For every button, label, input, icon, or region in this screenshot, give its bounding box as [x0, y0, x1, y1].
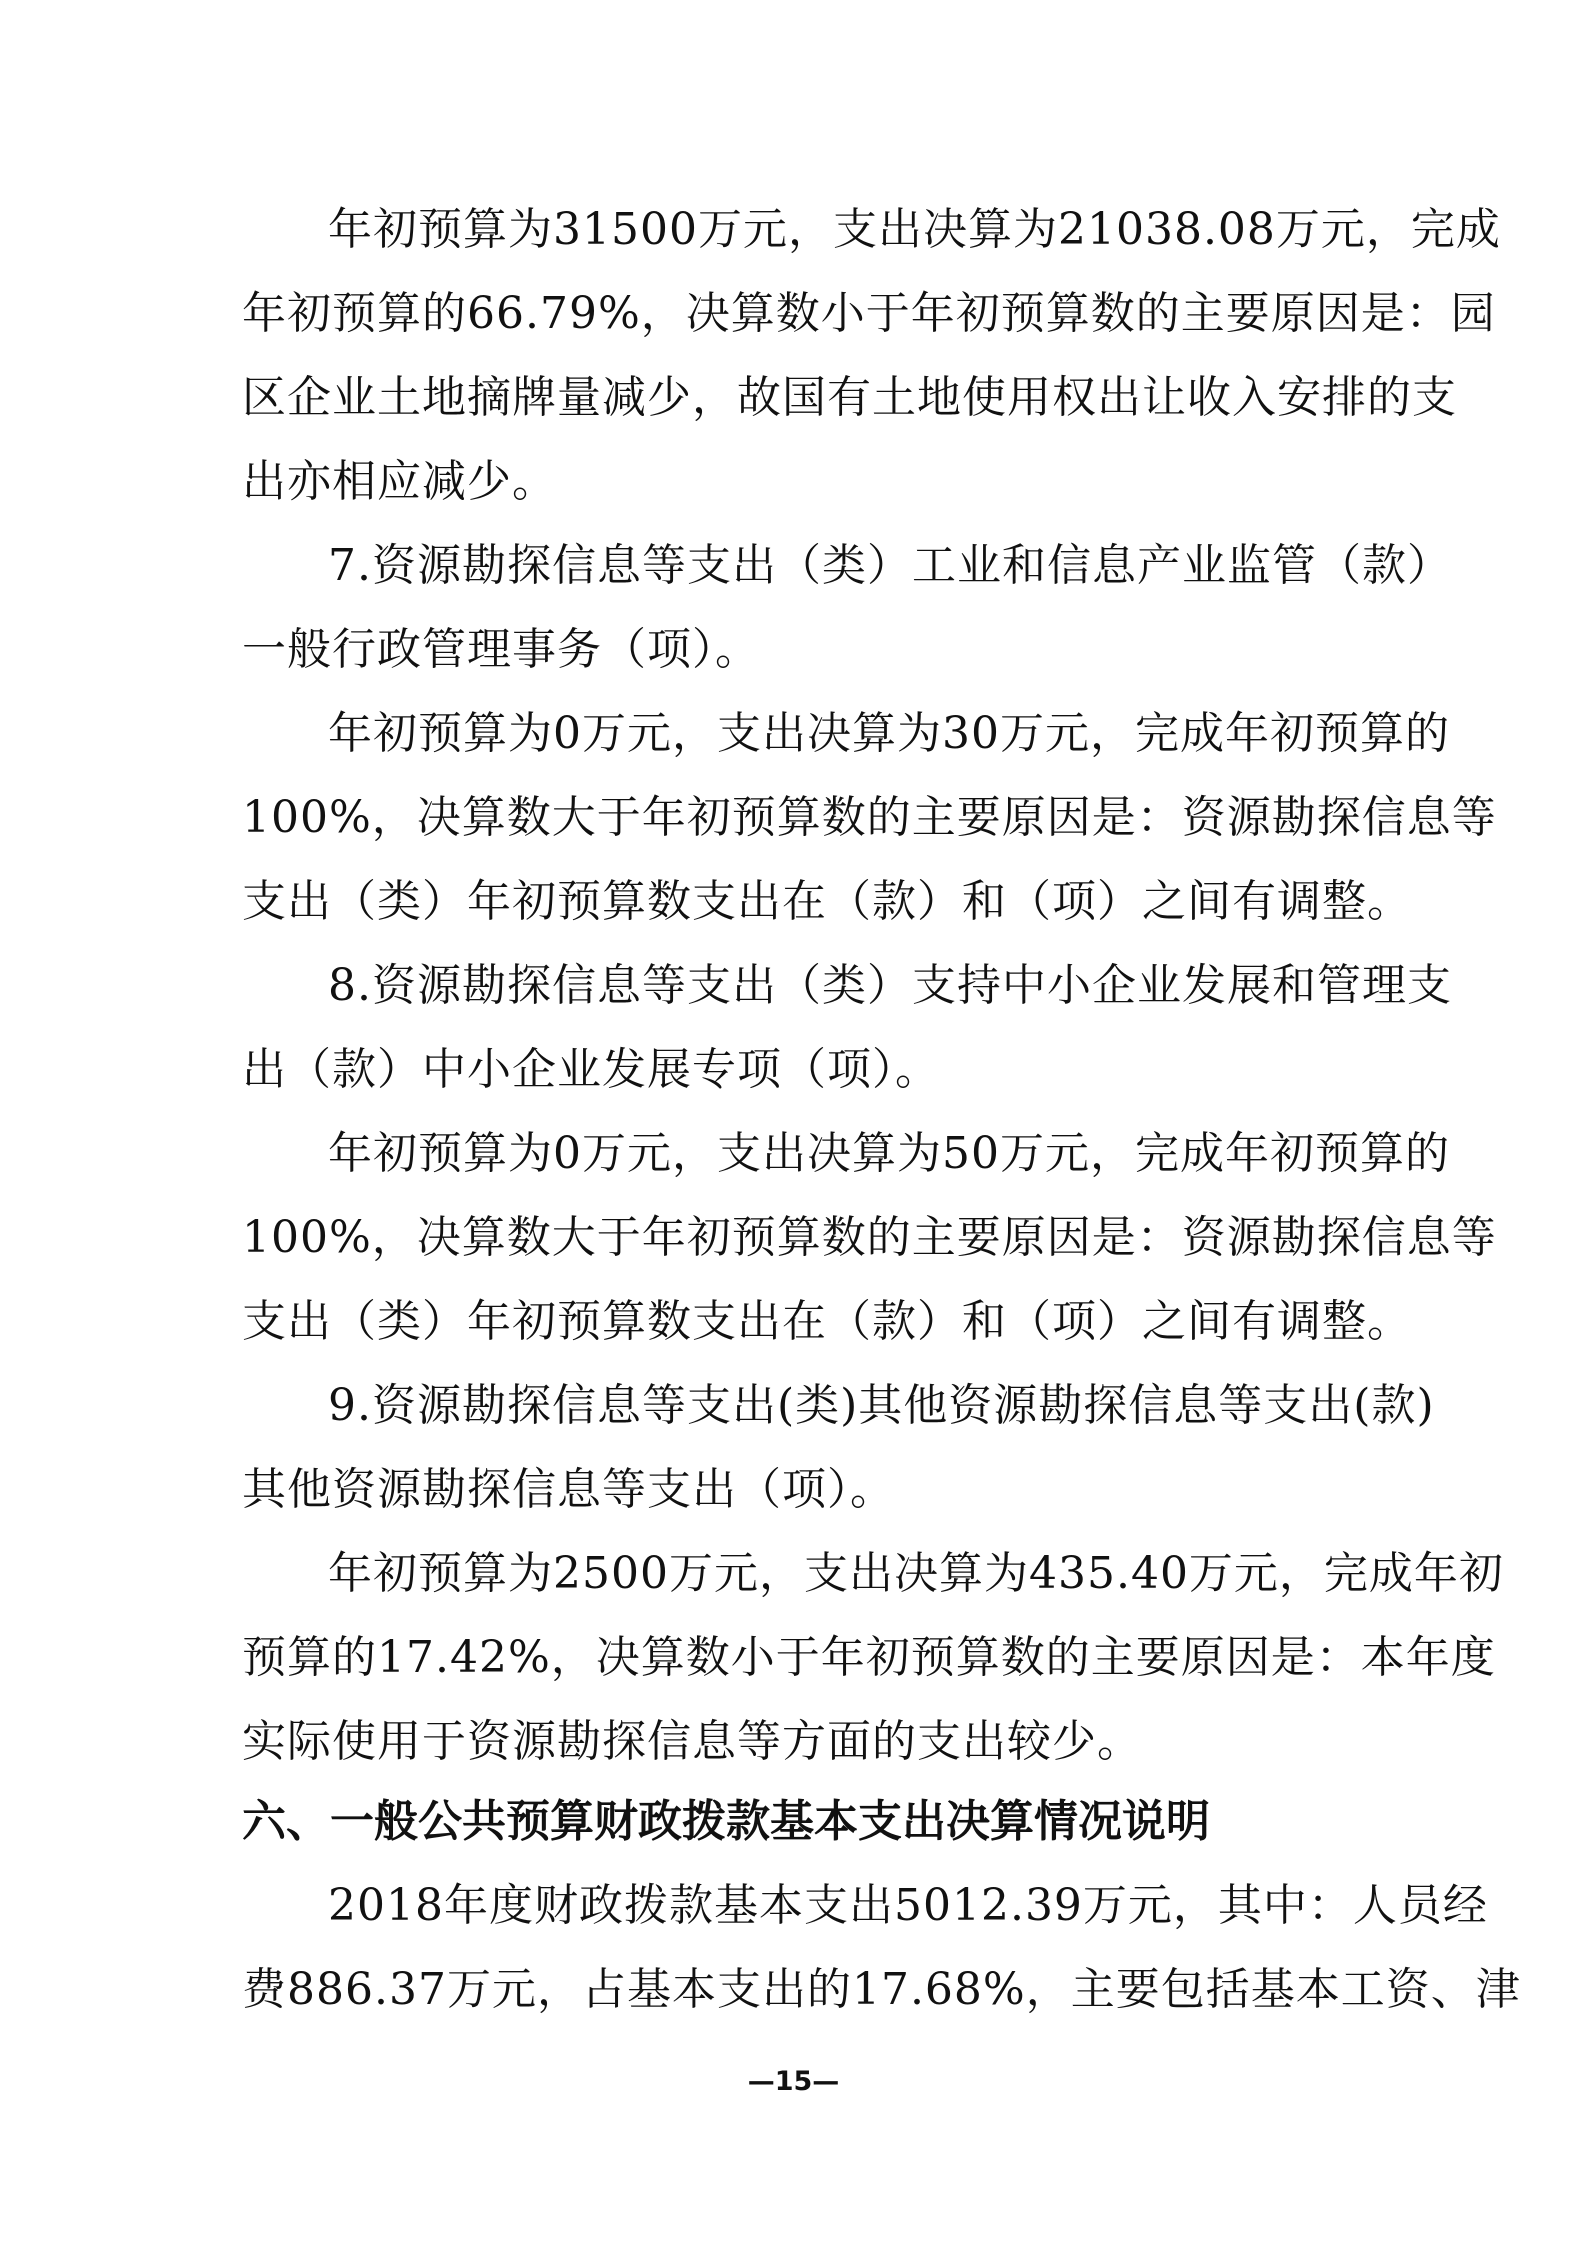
paragraph-line: 区企业土地摘牌量减少，故国有土地使用权出让收入安排的支 — [242, 372, 1457, 423]
section-item-title: 一般行政管理事务（项）。 — [242, 624, 760, 675]
section-item-title: 其他资源勘探信息等支出（项）。 — [242, 1464, 895, 1515]
paragraph-line: 100%，决算数大于年初预算数的主要原因是：资源勘探信息等 — [242, 792, 1497, 843]
paragraph-line: 费886.37万元，占基本支出的17.68%，主要包括基本工资、津 — [242, 1964, 1521, 2015]
paragraph-line: 年初预算为31500万元，支出决算为21038.08万元，完成 — [328, 204, 1501, 255]
section-item-title: 出（款）中小企业发展专项（项）。 — [242, 1044, 940, 1095]
section-item-title: 7.资源勘探信息等支出（类）工业和信息产业监管（款） — [328, 540, 1452, 591]
page-number: —15— — [747, 2066, 840, 2097]
paragraph-line: 2018年度财政拨款基本支出5012.39万元，其中：人员经 — [328, 1880, 1488, 1931]
paragraph-line: 支出（类）年初预算数支出在（款）和（项）之间有调整。 — [242, 876, 1412, 927]
paragraph-line: 年初预算为2500万元，支出决算为435.40万元，完成年初 — [328, 1548, 1504, 1599]
paragraph-line: 年初预算的66.79%，决算数小于年初预算数的主要原因是：园 — [242, 288, 1496, 339]
paragraph-line: 支出（类）年初预算数支出在（款）和（项）之间有调整。 — [242, 1296, 1412, 1347]
paragraph-line: 年初预算为0万元，支出决算为30万元，完成年初预算的 — [328, 708, 1450, 759]
section-item-title: 8.资源勘探信息等支出（类）支持中小企业发展和管理支 — [328, 960, 1452, 1011]
paragraph-line: 预算的17.42%，决算数小于年初预算数的主要原因是：本年度 — [242, 1632, 1496, 1683]
paragraph-line: 年初预算为0万元，支出决算为50万元，完成年初预算的 — [328, 1128, 1450, 1179]
paragraph-line: 出亦相应减少。 — [242, 456, 557, 507]
paragraph-line: 实际使用于资源勘探信息等方面的支出较少。 — [242, 1716, 1142, 1767]
paragraph-line: 100%，决算数大于年初预算数的主要原因是：资源勘探信息等 — [242, 1212, 1497, 1263]
section-item-title: 9.资源勘探信息等支出(类)其他资源勘探信息等支出(款) — [328, 1380, 1435, 1431]
section-heading: 六、一般公共预算财政拨款基本支出决算情况说明 — [242, 1796, 1210, 1847]
